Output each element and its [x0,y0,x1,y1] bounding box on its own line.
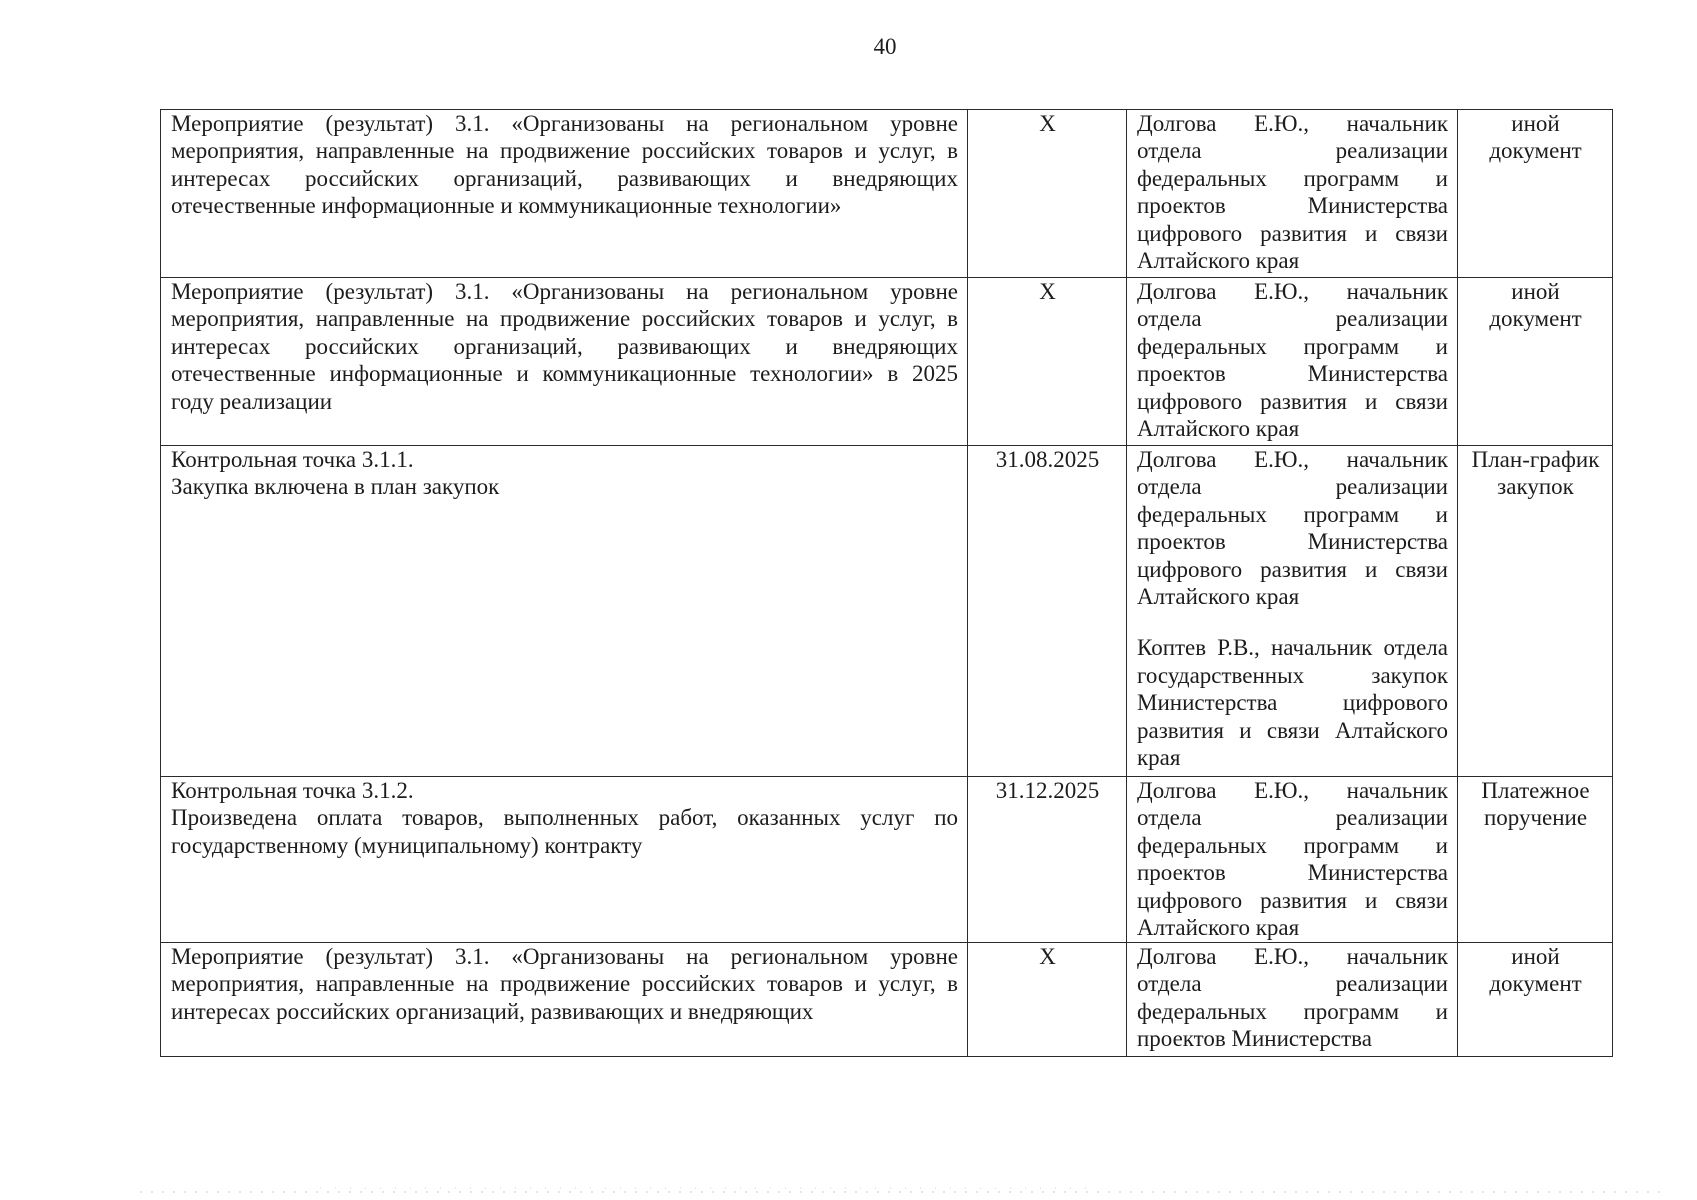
description-cell [161,777,968,943]
responsible-cell [1127,943,1458,1057]
date-cell: X [968,110,1127,278]
responsible-person: Долгова Е.Ю., начальник отдела реализации федеральных программ и проектов Министерства цифрового развития и связи Алтайского края [1137,111,1448,274]
description-cell: Мероприятие (результат) 3.1. «Организованы на региональном уровне мероприятия, направленные на продвижение российских товаров и услуг, в интересах российских организаций, развивающих и внедряющих отечественные информационные и коммуникационные технологии» [161,110,968,278]
document-type-cell: иной документ [1458,110,1613,278]
table-row [161,943,1613,1057]
responsible-cell [1127,777,1458,943]
date-cell: X [968,943,1127,1057]
responsible-cell [1127,110,1458,278]
description-cell: Мероприятие (результат) 3.1. «Организованы на региональном уровне мероприятия, направленные на продвижение российских товаров и услуг, в интересах российских организаций, развивающих и внедряющих отечественные информационные и коммуникационные технологии» в 2025 году реализации [161,278,968,446]
date-cell: X [968,278,1127,446]
responsible-cell [1127,278,1458,446]
description-cell: Мероприятие (результат) 3.1. «Организованы на региональном уровне мероприятия, направленные на продвижение российских товаров и услуг, в интересах российских организаций, развивающих и внедряющих [161,943,968,1057]
responsible-cell [1127,446,1458,777]
responsible-person: Коптев Р.В., начальник отдела государственных закупок Министерства цифрового развития и связи Алтайского края [1137,635,1448,771]
document-type-cell: План-график закупок [1458,446,1613,777]
responsible-person: Долгова Е.Ю., начальник отдела реализации федеральных программ и проектов Министерства [1137,944,1448,1052]
date-cell: 31.12.2025 [968,777,1127,943]
control-point-title: Контрольная точка 3.1.2. [171,778,414,803]
table-row [161,777,1613,943]
control-point-title: Контрольная точка 3.1.1. [171,447,414,472]
control-point-text: Произведена оплата товаров, выполненных работ, оказанных услуг по государственному (муниципальному) контракту [171,805,958,858]
control-point-text: Закупка включена в план закупок [171,474,500,500]
page-number: 40 [873,34,897,59]
table-row [161,110,1613,278]
table-row [161,278,1613,446]
document-type-cell: иной документ [1458,278,1613,446]
responsible-person: Долгова Е.Ю., начальник отдела реализации федеральных программ и проектов Министерства цифрового развития и связи Алтайского края [1137,447,1448,610]
activities-table [160,109,1613,1057]
description-cell [161,446,968,777]
responsible-person: Долгова Е.Ю., начальник отдела реализации федеральных программ и проектов Министерства цифрового развития и связи Алтайского края [1137,279,1448,442]
table-row [161,446,1613,777]
document-type-cell: Платежное поручение [1458,777,1613,943]
responsible-person: Долгова Е.Ю., начальник отдела реализации федеральных программ и проектов Министерства цифрового развития и связи Алтайского края [1137,778,1448,941]
date-cell: 31.08.2025 [968,446,1127,777]
document-type-cell: иной документ [1458,943,1613,1057]
scan-artifacts [0,1080,1697,1200]
